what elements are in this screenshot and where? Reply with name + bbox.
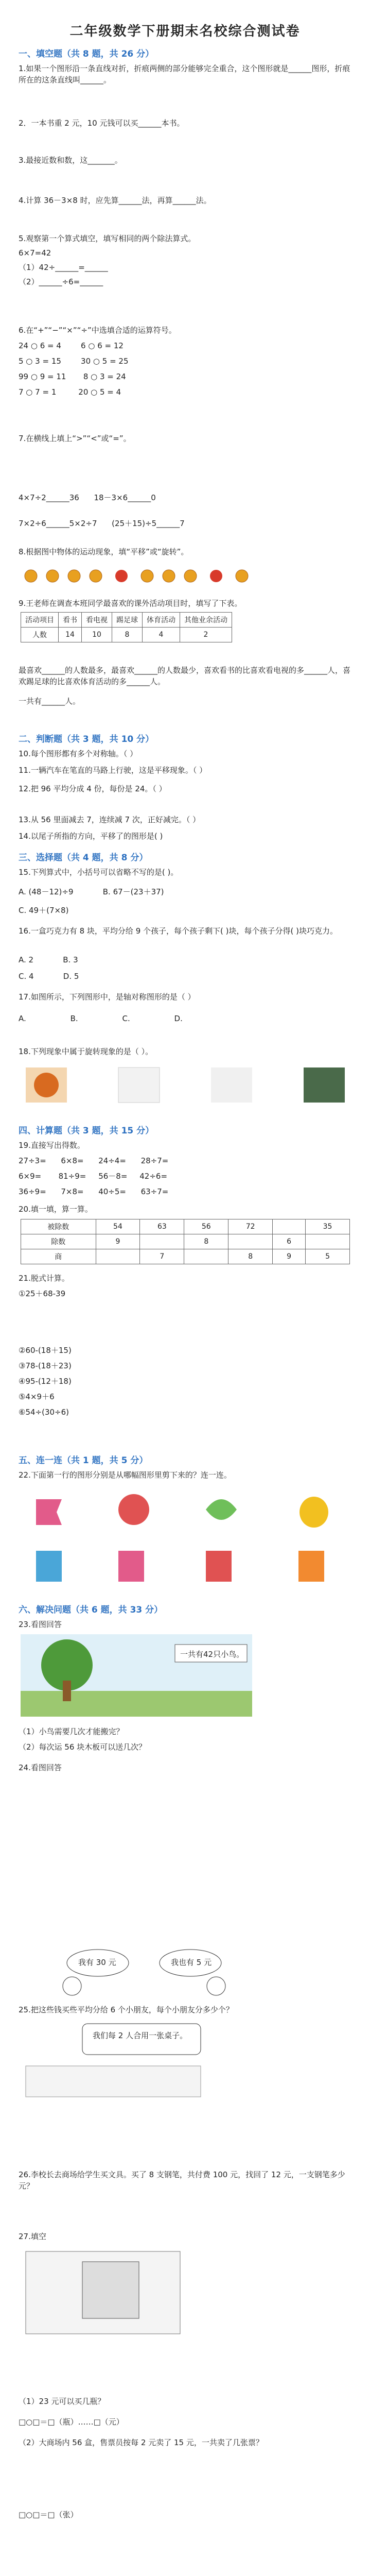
question-27-a: （1）23 元可以买几瓶？ [19, 2397, 105, 2406]
question-7-row-1: 4×7÷2______36 18－3×6______0 [19, 493, 156, 502]
question-24: 24.看图回答 [19, 1763, 62, 1772]
question-22-shapes [21, 1489, 350, 1587]
question-5-equation: 6×7=42 [19, 248, 51, 258]
page-title: 二年级数学下册期末名校综合测试卷 [69, 24, 301, 39]
question-15-options-ab: A. (48－12)÷9 B. 67－(23＋37) [19, 887, 164, 896]
table-cell [306, 1234, 350, 1249]
table-cell: 被除数 [21, 1219, 96, 1234]
question-8-pictures [21, 564, 257, 588]
question-6-row-1: 24 ○ 6 = 4 6 ○ 6 = 12 [19, 341, 124, 350]
question-3: 3.最接近数和数，这_______。 [19, 156, 122, 165]
question-12: 12.把 96 平均分成 4 份，每份是 24。（ ） [19, 784, 167, 793]
table-cell: 8 [184, 1234, 228, 1249]
question-21-part-1: ①25＋68-39 [19, 1289, 66, 1298]
ticket-stand-scene [21, 2246, 185, 2339]
question-6-row-4: 7 ○ 7 = 1 20 ○ 5 = 4 [19, 387, 121, 397]
table-cell: 56 [184, 1219, 228, 1234]
question-5-part-1: （1）42÷______=______ [19, 263, 108, 272]
table-cell: 人数 [21, 628, 59, 642]
question-14: 14.以尾子所指的方向，平移了的图形是( ) [19, 832, 163, 841]
table-header: 踢足球 [112, 613, 143, 628]
question-10: 10.每个图形都有多个对称轴。（ ） [19, 749, 138, 758]
question-23-b: （2）每次运 56 块木板可以送几次？ [19, 1742, 147, 1752]
question-15: 15.下列算式中，小括号可以省略不写的是( )。 [19, 868, 179, 877]
table-cell [96, 1249, 140, 1264]
table-cell: 9 [273, 1249, 306, 1264]
table-cell: 商 [21, 1249, 96, 1264]
question-21-part-6: ⑥54÷(30÷6) [19, 1408, 69, 1417]
table-cell: 除数 [21, 1234, 96, 1249]
question-9-table [21, 612, 232, 642]
question-27-a-formula: □○□＝□（瓶）……□（元） [19, 2417, 124, 2427]
matching-shapes [21, 1489, 350, 1587]
question-27-b: （2）大商场内 56 盒，售票员按每 2 元卖了 15 元，一共卖了几张票？ [19, 2438, 263, 2447]
question-19: 19.直接写出得数。 [19, 1141, 85, 1150]
bird-tree-scene [21, 1634, 252, 1717]
table-cell [140, 1234, 184, 1249]
speech-bubble-desks: 我们每 2 人合用一张桌子。 [93, 2031, 188, 2040]
table-cell: 7 [140, 1249, 184, 1264]
question-21: 21.脱式计算。 [19, 1274, 69, 1283]
question-11: 11.一辆汽车在笔直的马路上行驶，这是平移现象。（ ） [19, 766, 207, 775]
speech-bubble-5-yuan: 我也有 5 元 [171, 1958, 212, 1967]
question-7-row-2: 7×2÷6______5×2÷7 (25＋15)÷5______7 [19, 519, 185, 528]
question-19-row-1: 27÷3= 6×8= 24÷4= 28÷7= [19, 1156, 169, 1165]
question-19-row-3: 36÷9= 7×8= 40÷5= 63÷7= [19, 1187, 169, 1196]
question-23-picture [21, 1634, 252, 1717]
table-header: 看书 [59, 613, 82, 628]
table-cell: 10 [82, 628, 112, 642]
table-cell: 8 [228, 1249, 273, 1264]
table-cell [184, 1249, 228, 1264]
question-6: 6.在“+”“−”“×”“÷”中选填合适的运算符号。 [19, 326, 177, 335]
section-choice-heading: 三、选择题（共 4 题，共 8 分） [19, 853, 148, 863]
table-cell: 35 [306, 1219, 350, 1234]
speech-bubble-30-yuan: 我有 30 元 [78, 1958, 116, 1967]
table-cell: 8 [112, 628, 143, 642]
question-27: 27.填空 [19, 2232, 46, 2241]
question-2: 2．一本书重 2 元，10 元钱可以买______本书。 [19, 118, 185, 128]
question-6-row-3: 99 ○ 9 = 11 8 ○ 3 = 24 [19, 372, 126, 381]
question-9-total: 一共有______人。 [19, 697, 81, 706]
question-21-part-3: ③78-(18＋23) [19, 1361, 72, 1370]
table-cell: 72 [228, 1219, 273, 1234]
question-5: 5.观察第一个算式填空，填写相同的两个除法算式。 [19, 234, 196, 243]
question-15-option-c: C. 49＋(7×8) [19, 906, 69, 915]
question-18-pictures [21, 1064, 350, 1106]
question-21-part-5: ⑤4×9＋6 [19, 1392, 55, 1401]
table-cell: 6 [273, 1234, 306, 1249]
question-26: 26.李校长去商场给学生买文具。买了 8 支钢笔，共付费 100 元，找回了 12 元，一支钢笔多少元？ [19, 2170, 345, 2191]
question-24-picture [21, 1942, 237, 1999]
table-cell: 5 [306, 1249, 350, 1264]
question-13: 13.从 56 里面减去 7，连续减 7 次，正好减完。（ ） [19, 815, 201, 824]
table-cell: 2 [180, 628, 232, 642]
question-18: 18.下列现象中属于旋转现象的是（ ）。 [19, 1047, 153, 1056]
two-people-speaking [21, 1942, 237, 1999]
section-fill-in-heading: 一、填空题（共 8 题，共 26 分） [19, 49, 154, 59]
flower-ladybug-icon-row [21, 564, 257, 588]
question-16-options-cd: C. 4 D. 5 [19, 972, 79, 981]
table-cell [228, 1234, 273, 1249]
question-5-part-2: （2）______÷6=______ [19, 277, 103, 286]
question-17-options: A. B. C. D. [19, 1014, 183, 1023]
table-cell: 9 [96, 1234, 140, 1249]
table-cell: 4 [143, 628, 180, 642]
rotation-images [21, 1064, 350, 1106]
question-9: 9.王老师在调查本班同学最喜欢的课外活动项目时，填写了下表。 [19, 599, 242, 608]
question-16: 16.一盒巧克力有 8 块，平均分给 9 个孩子，每个孩子剩下( )块，每个孩子分得( )块巧克力。 [19, 926, 338, 936]
question-17: 17.如图所示，下列图形中，是轴对称图形的是（ ） [19, 992, 196, 1002]
question-8: 8.根据图中物体的运动现象，填“平移”或“旋转”。 [19, 547, 189, 556]
table-cell [273, 1219, 306, 1234]
question-25: 25.把这些钱买些平均分给 6 个小朋友，每个小朋友分多少个？ [19, 2005, 234, 2014]
question-1: 1.如果一个图形沿一条直线对折，折痕两侧的部分能够完全重合，这个图形就是______图形，折痕所在的这条直线叫______。 [19, 64, 350, 84]
table-header: 体育活动 [143, 613, 180, 628]
question-27-picture [21, 2246, 185, 2339]
question-7: 7.在横线上填上“>”“<”或“=”。 [19, 434, 131, 443]
question-19-row-2: 6×9= 81÷9= 56－8= 42÷6= [19, 1172, 168, 1181]
question-9-answer: 最喜欢______的人数最多，最喜欢______的人数最少，喜欢看书的比喜欢看电视的多______人，喜欢踢足球的比喜欢体育活动的多______人。 [19, 666, 351, 686]
question-22: 22.下面第一行的图形分别是从哪幅图形里剪下来的？连一连。 [19, 1470, 232, 1480]
table-cell: 14 [59, 628, 82, 642]
question-23: 23.看图回答 [19, 1620, 62, 1629]
question-6-row-2: 5 ○ 3 = 15 30 ○ 5 = 25 [19, 357, 129, 366]
question-21-part-4: ④95-(12＋18) [19, 1377, 72, 1386]
section-calc-heading: 四、计算题（共 3 题，共 15 分） [19, 1126, 154, 1136]
table-header: 看电视 [82, 613, 112, 628]
question-16-options-ab: A. 2 B. 3 [19, 955, 78, 964]
table-cell: 54 [96, 1219, 140, 1234]
table-header: 其他业余活动 [180, 613, 232, 628]
question-21-part-2: ②60-(18＋15) [19, 1346, 72, 1355]
table-cell: 63 [140, 1219, 184, 1234]
table-header: 活动项目 [21, 613, 59, 628]
question-23-a: （1）小鸟需要几次才能搬完？ [19, 1727, 124, 1736]
question-20-table [21, 1219, 350, 1264]
question-27-b-formula: □○□＝□（张） [19, 2510, 78, 2519]
section-solve-heading: 六、解决问题（共 6 题，共 33 分） [19, 1605, 163, 1615]
speech-bubble-birds: 一共有42只小鸟。 [180, 1650, 244, 1659]
question-4: 4.计算 36－3×8 时，应先算______法，再算______法。 [19, 196, 212, 205]
question-20: 20.填一填，算一算。 [19, 1205, 93, 1214]
section-judge-heading: 二、判断题（共 3 题，共 10 分） [19, 734, 154, 744]
section-match-heading: 五、连一连（共 1 题，共 5 分） [19, 1455, 148, 1466]
